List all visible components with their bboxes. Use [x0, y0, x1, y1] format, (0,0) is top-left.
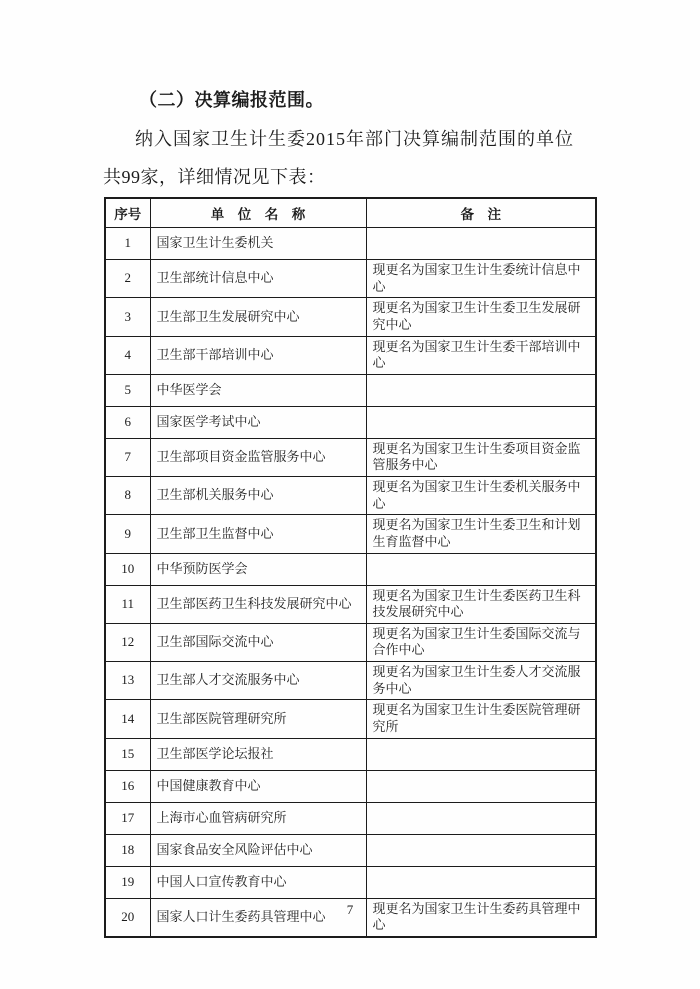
remark-cell: 现更名为国家卫生计生委医药卫生科技发展研究中心	[366, 585, 596, 623]
unit-name-cell: 卫生部医院管理研究所	[150, 700, 366, 738]
unit-name-cell: 卫生部医药卫生科技发展研究中心	[150, 585, 366, 623]
page-number: 7	[346, 902, 354, 917]
remark-cell	[366, 374, 596, 406]
remark-cell: 现更名为国家卫生计生委药具管理中心	[366, 898, 596, 937]
unit-name-cell: 国家人口计生委药具管理中心	[150, 898, 366, 937]
remark-cell: 现更名为国家卫生计生委医院管理研究所	[366, 700, 596, 738]
intro-paragraph-line-1: 纳入国家卫生计生委2015年部门决算编制范围的单位	[135, 129, 574, 149]
intro-paragraph-line-2: 共99家，详细情况见下表：	[103, 167, 326, 187]
row-number-cell: 17	[105, 802, 150, 834]
row-number-cell: 5	[105, 374, 150, 406]
unit-name-cell: 卫生部人才交流服务中心	[150, 662, 366, 700]
table-row	[105, 553, 596, 585]
unit-name-cell: 卫生部项目资金监管服务中心	[150, 438, 366, 476]
remark-cell: 现更名为国家卫生计生委国际交流与合作中心	[366, 623, 596, 661]
unit-name-cell: 中国健康教育中心	[150, 770, 366, 802]
table-row	[105, 406, 596, 438]
table-row	[105, 228, 596, 260]
section-heading: （二）决算编报范围。	[139, 90, 324, 110]
table-row	[105, 260, 596, 298]
row-number-cell: 18	[105, 834, 150, 866]
table-row	[105, 438, 596, 476]
remark-cell	[366, 406, 596, 438]
unit-name-cell: 中华医学会	[150, 374, 366, 406]
table-row	[105, 298, 596, 336]
unit-name-cell: 卫生部统计信息中心	[150, 260, 366, 298]
unit-name-cell: 卫生部医学论坛报社	[150, 738, 366, 770]
remark-cell	[366, 834, 596, 866]
table-row	[105, 802, 596, 834]
row-number-cell: 12	[105, 623, 150, 661]
row-number-cell: 13	[105, 662, 150, 700]
table-row	[105, 662, 596, 700]
table-row	[105, 770, 596, 802]
row-number-cell: 1	[105, 228, 150, 260]
header-row	[105, 198, 596, 228]
row-number-cell: 11	[105, 585, 150, 623]
remark-cell: 现更名为国家卫生计生委项目资金监管服务中心	[366, 438, 596, 476]
row-number-cell: 20	[105, 898, 150, 937]
units-table-body	[105, 228, 596, 937]
remark-cell: 现更名为国家卫生计生委干部培训中心	[366, 336, 596, 374]
unit-name-cell: 卫生部机关服务中心	[150, 477, 366, 515]
table-row	[105, 585, 596, 623]
units-table	[104, 197, 597, 938]
remark-cell	[366, 770, 596, 802]
row-number-cell: 9	[105, 515, 150, 553]
unit-name-cell: 国家医学考试中心	[150, 406, 366, 438]
unit-name-cell: 中国人口宣传教育中心	[150, 866, 366, 898]
unit-name-cell: 上海市心血管病研究所	[150, 802, 366, 834]
unit-name-cell: 卫生部干部培训中心	[150, 336, 366, 374]
remark-cell	[366, 553, 596, 585]
row-number-cell: 19	[105, 866, 150, 898]
unit-name-cell: 中华预防医学会	[150, 553, 366, 585]
row-number-cell: 2	[105, 260, 150, 298]
header-cell-unit-name: 单 位 名 称	[150, 198, 366, 228]
unit-name-cell: 卫生部卫生发展研究中心	[150, 298, 366, 336]
table-row	[105, 623, 596, 661]
unit-name-cell: 卫生部国际交流中心	[150, 623, 366, 661]
table-row	[105, 477, 596, 515]
row-number-cell: 15	[105, 738, 150, 770]
units-table-header	[105, 198, 596, 228]
row-number-cell: 10	[105, 553, 150, 585]
row-number-cell: 16	[105, 770, 150, 802]
row-number-cell: 14	[105, 700, 150, 738]
row-number-cell: 3	[105, 298, 150, 336]
unit-name-cell: 国家卫生计生委机关	[150, 228, 366, 260]
header-cell-remark: 备 注	[366, 198, 596, 228]
remark-cell	[366, 738, 596, 770]
remark-cell: 现更名为国家卫生计生委卫生和计划生育监督中心	[366, 515, 596, 553]
remark-cell: 现更名为国家卫生计生委人才交流服务中心	[366, 662, 596, 700]
remark-cell	[366, 866, 596, 898]
row-number-cell: 7	[105, 438, 150, 476]
remark-cell	[366, 228, 596, 260]
row-number-cell: 8	[105, 477, 150, 515]
table-row	[105, 834, 596, 866]
table-row	[105, 515, 596, 553]
row-number-cell: 6	[105, 406, 150, 438]
table-row	[105, 374, 596, 406]
table-row	[105, 336, 596, 374]
remark-cell: 现更名为国家卫生计生委机关服务中心	[366, 477, 596, 515]
header-cell-no: 序号	[105, 198, 150, 228]
table-row	[105, 738, 596, 770]
remark-cell	[366, 802, 596, 834]
row-number-cell: 4	[105, 336, 150, 374]
remark-cell: 现更名为国家卫生计生委卫生发展研究中心	[366, 298, 596, 336]
table-row	[105, 700, 596, 738]
remark-cell: 现更名为国家卫生计生委统计信息中心	[366, 260, 596, 298]
unit-name-cell: 卫生部卫生监督中心	[150, 515, 366, 553]
unit-name-cell: 国家食品安全风险评估中心	[150, 834, 366, 866]
table-row	[105, 866, 596, 898]
